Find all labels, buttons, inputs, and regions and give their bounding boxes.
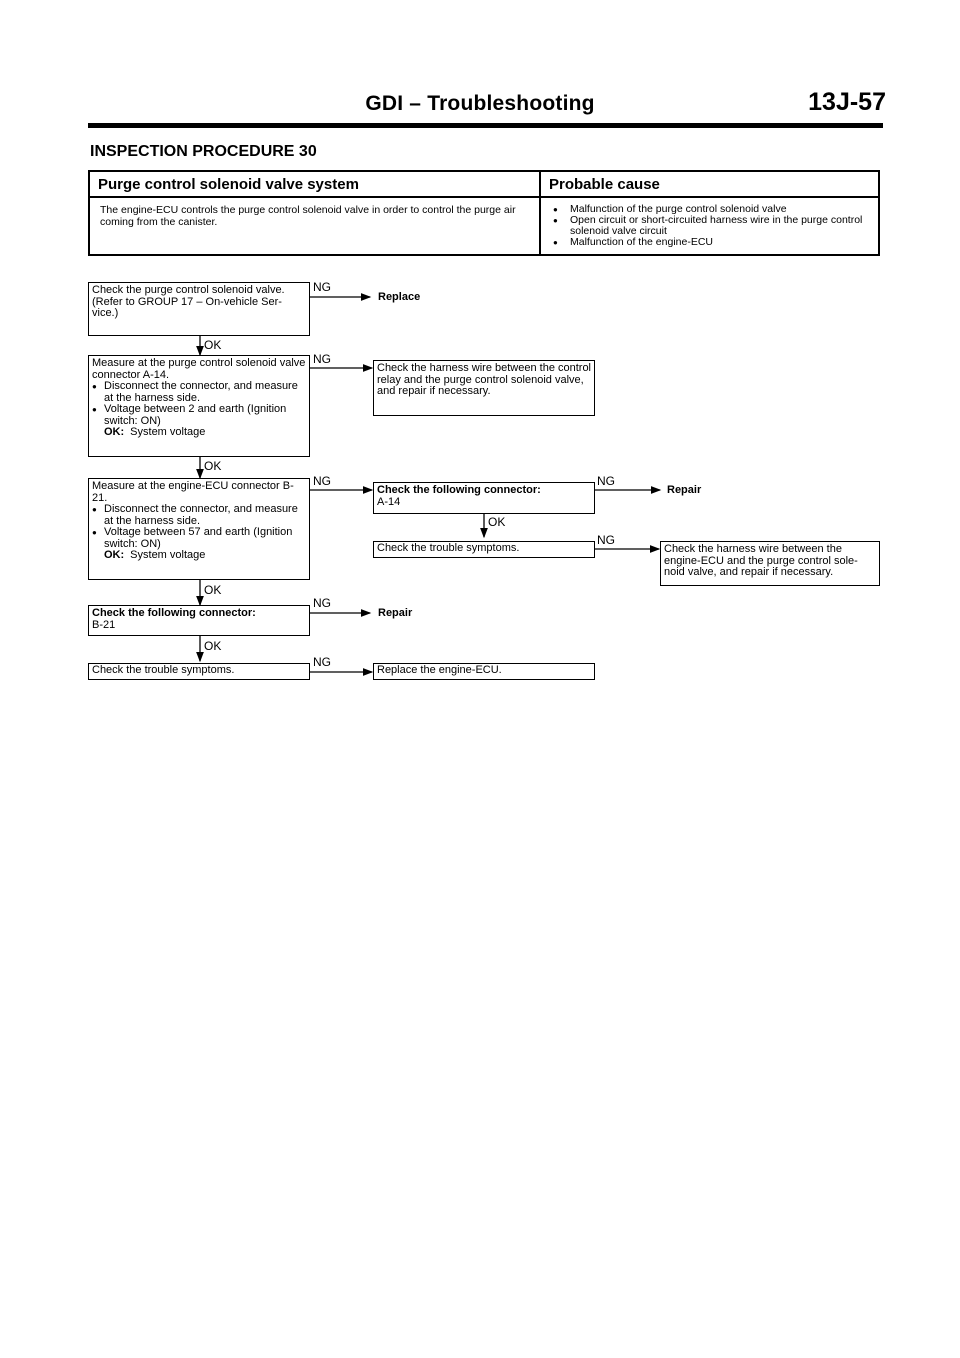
step4-title: Check the following connector: [92, 607, 256, 619]
step5-text: Check the trouble symptoms. [92, 664, 235, 676]
connector-a14-box [373, 482, 595, 514]
cause-header: Probable cause [541, 172, 878, 198]
step3-bullet: ● Disconnect the connector, and measure at the harness side. [92, 504, 306, 527]
step3-box [88, 478, 310, 580]
step5-box [88, 663, 310, 680]
ok-label: OK [204, 459, 222, 473]
ok-label: OK [204, 639, 222, 653]
ng-label: NG [313, 352, 331, 366]
step3-ok-criteria [92, 550, 306, 562]
step2-ok-criteria [92, 427, 306, 439]
page-title: GDI – Troubleshooting [365, 92, 595, 115]
step2-bullet: ● Disconnect the connector, and measure at the harness side. [92, 381, 306, 404]
step3-bullets [92, 504, 306, 550]
cause-item: ● Malfunction of the engine-ECU [552, 237, 870, 248]
trouble-symptoms-box [373, 541, 595, 558]
step2-bullet: ● Voltage between 2 and earth (Ignition switch: ON) [92, 404, 306, 427]
replace-ecu-box [373, 663, 595, 680]
ok-label: OK [204, 338, 222, 352]
step2-box [88, 355, 310, 457]
step3-bullet: ● Voltage between 57 and earth (Ignition switch: ON) [92, 527, 306, 550]
ng-label: NG [313, 474, 331, 488]
step1-text: Check the purge control solenoid valve. (Refer to GROUP 17 – On-vehicle Ser- vice.) [92, 284, 285, 319]
step3-ok-value: System voltage [130, 549, 206, 561]
ok-label: OK [204, 583, 222, 597]
step4-ng-result: Repair [378, 607, 413, 619]
step3-ok-label: OK: [104, 549, 125, 561]
cause-item: ● Malfunction of the purge control solenoid valve [552, 204, 870, 215]
step2-ok-value: System voltage [130, 426, 206, 438]
ng-label: NG [597, 474, 615, 488]
step2-bullets [92, 381, 306, 427]
symptom-header: Purge control solenoid valve system [90, 172, 539, 198]
ng-label: NG [313, 280, 331, 294]
ng-label: NG [597, 533, 615, 547]
step1-ng-result: Replace [378, 291, 421, 303]
replace-ecu-text: Replace the engine-ECU. [377, 664, 502, 676]
step1-box [88, 282, 310, 336]
harness-ecu-box [660, 541, 880, 586]
harness-ecu-text: Check the harness wire between the engine-ECU and the purge control sole- noid valve, and repair if necessary. [664, 543, 858, 578]
step3-text: Measure at the engine-ECU connector B-21. [92, 480, 294, 504]
connector-a14-sub: A-14 [377, 495, 401, 508]
section-title: INSPECTION PROCEDURE 30 [90, 143, 317, 160]
connector-a14-ng-result: Repair [667, 484, 702, 496]
step2-text: Measure at the purge control solenoid valve connector A-14. [92, 357, 306, 381]
trouble-symptoms-text: Check the trouble symptoms. [377, 542, 520, 554]
ng-label: NG [313, 596, 331, 610]
step4-box [88, 605, 310, 636]
ok-label: OK [488, 515, 506, 529]
step2-ng-box [373, 360, 595, 416]
connector-a14-title: Check the following connector: [377, 484, 541, 496]
ng-label: NG [313, 655, 331, 669]
page-number: 13J-57 [808, 88, 886, 116]
symptom-description: The engine-ECU controls the purge control solenoid valve in order to control the purge air coming from the canister. [100, 204, 516, 228]
step2-ng-text: Check the harness wire between the control relay and the purge control solenoid valve, and repair if necessary. [377, 362, 592, 397]
step4-sub: B-21 [92, 618, 116, 631]
step2-ok-label: OK: [104, 426, 125, 438]
cause-item: ● Open circuit or short-circuited harness wire in the purge control solenoid valve circuit [552, 215, 870, 237]
